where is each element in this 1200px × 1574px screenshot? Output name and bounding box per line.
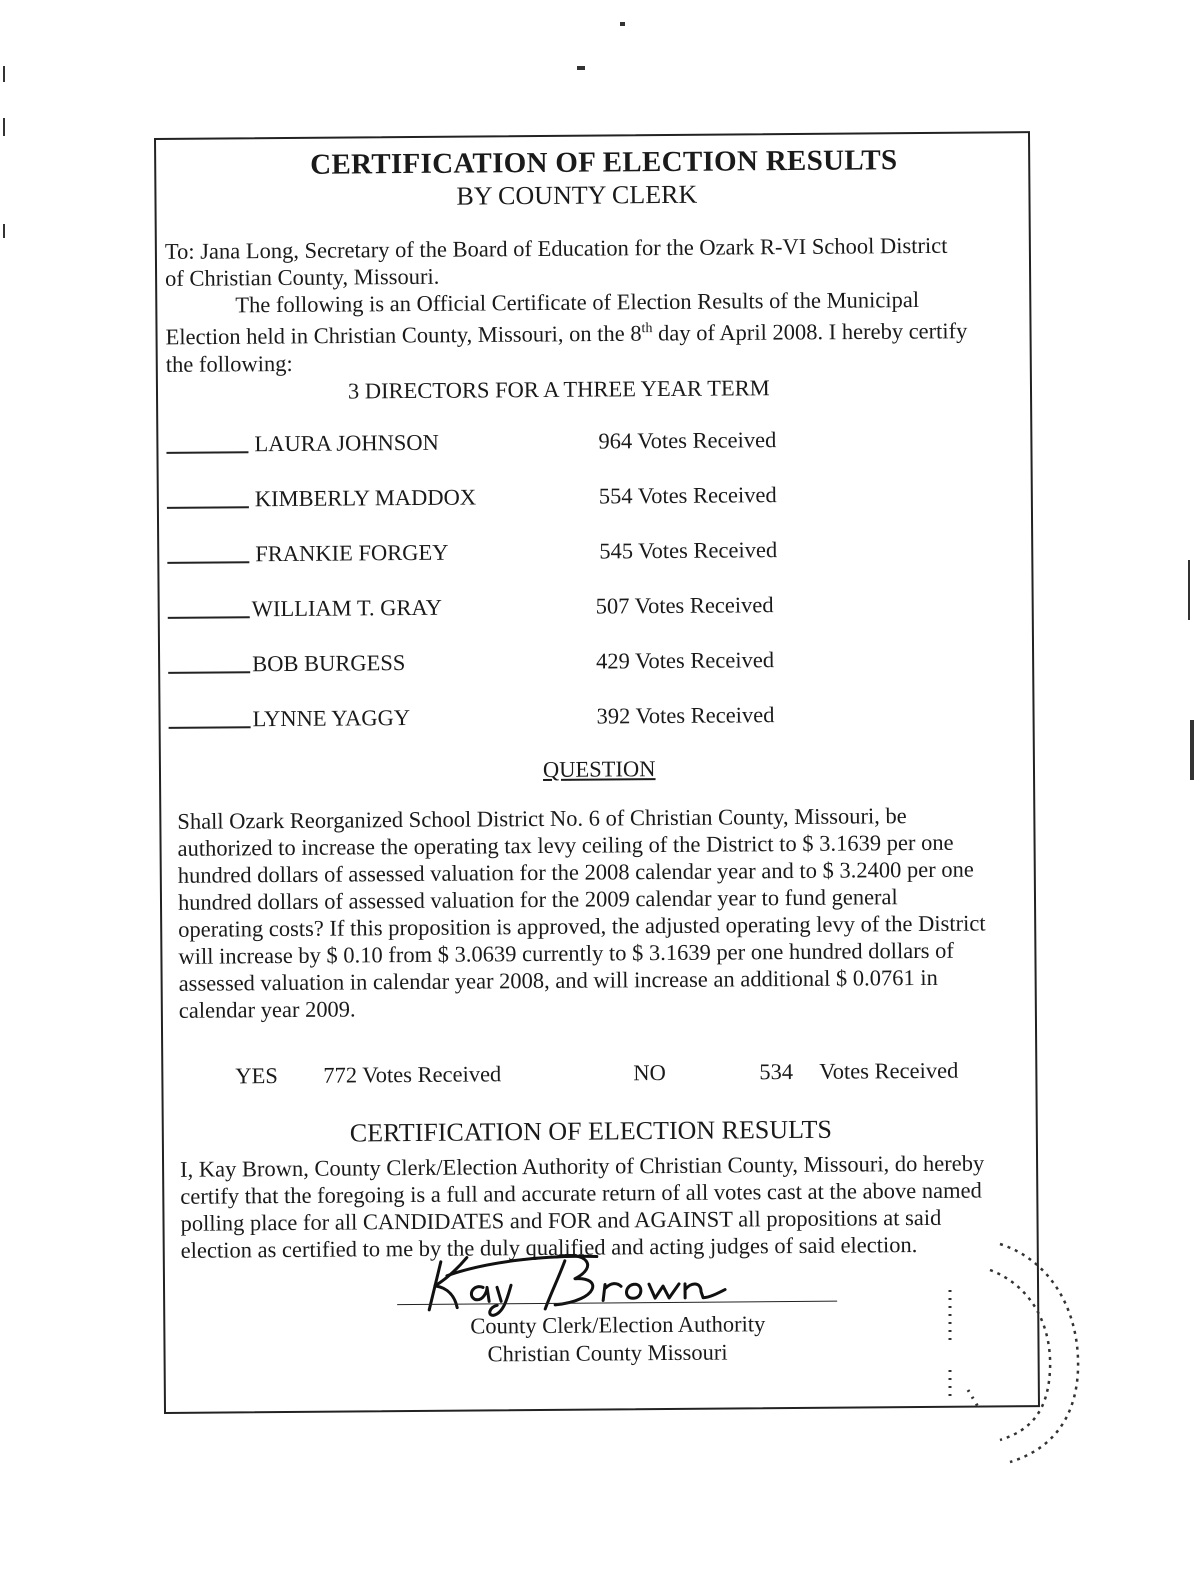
candidate-votes: 507 Votes Received <box>595 592 774 619</box>
candidate-mark-line <box>168 671 250 674</box>
scan-speck <box>3 118 5 136</box>
candidate-mark-line <box>168 616 250 619</box>
no-label: NO <box>633 1060 666 1086</box>
candidate-mark-line <box>169 726 251 729</box>
intro-line-date <box>165 313 967 351</box>
document-title: CERTIFICATION OF ELECTION RESULTS <box>310 144 898 181</box>
candidate-mark-line <box>167 506 249 509</box>
candidate-row <box>167 481 867 516</box>
signer-county: Christian County Missouri <box>487 1339 728 1367</box>
certificate-frame <box>154 131 1040 1414</box>
candidate-name: LAURA JOHNSON <box>254 429 439 457</box>
intro-date-text-after: day of April 2008. I hereby certify <box>652 318 968 346</box>
certification-line: I, Kay Brown, County Clerk/Election Authority of Christian County, Missouri, do hereby <box>180 1150 985 1182</box>
certification-line: polling place for all CANDIDATES and FOR and AGAINST all propositions at said <box>180 1204 942 1236</box>
candidate-name: BOB BURGESS <box>252 650 406 677</box>
question-line: hundred dollars of assessed valuation for the 2009 calendar year to fund general <box>177 884 898 915</box>
signer-title: County Clerk/Election Authority <box>470 1311 766 1339</box>
intro-paragraph <box>165 232 968 378</box>
candidate-mark-line <box>166 451 248 454</box>
intro-line: The following is an Official Certificate of Election Results of the Municipal <box>235 286 920 318</box>
intro-line: of Christian County, Missouri. <box>165 263 440 291</box>
candidate-name: KIMBERLY MADDOX <box>254 484 477 512</box>
candidate-row <box>166 426 866 461</box>
candidate-name: FRANKIE FORGEY <box>255 539 449 567</box>
handwritten-signature <box>427 1246 728 1318</box>
question-line: assessed valuation in calendar year 2008, and will increase an additional $ 0.0761 in <box>178 964 938 996</box>
candidate-votes: 554 Votes Received <box>598 482 777 509</box>
scan-speck <box>1188 560 1190 620</box>
yes-label: YES <box>235 1063 278 1089</box>
scan-speck <box>577 66 585 70</box>
candidate-name: LYNNE YAGGY <box>252 705 411 732</box>
scan-speck <box>620 22 625 26</box>
candidate-row <box>168 591 868 626</box>
candidate-name: WILLIAM T. GRAY <box>251 594 442 622</box>
candidate-votes: 429 Votes Received <box>596 647 775 674</box>
county-seal <box>940 1230 1090 1470</box>
question-line: hundred dollars of assessed valuation for the 2008 calendar year and to $ 3.2400 per one <box>177 856 974 888</box>
yes-votes: 772 Votes Received <box>323 1061 502 1088</box>
question-line: Shall Ozark Reorganized School District No. 6 of Christian County, Missouri, be <box>177 803 907 834</box>
question-line: authorized to increase the operating tax levy ceiling of the District to $ 3.1639 per one <box>177 829 954 861</box>
question-line: operating costs? If this proposition is approved, the adjusted operating levy of the District <box>178 910 986 942</box>
no-votes-label: Votes Received <box>819 1057 959 1084</box>
candidate-row <box>167 536 867 571</box>
question-text <box>177 801 986 1023</box>
question-heading: QUESTION <box>542 756 656 782</box>
candidate-votes: 964 Votes Received <box>598 427 777 454</box>
scan-speck <box>3 224 5 238</box>
intro-line: the following: <box>165 350 293 377</box>
candidate-votes: 545 Votes Received <box>599 537 778 564</box>
certification-line: certify that the foregoing is a full and accurate return of all votes cast at the above named <box>180 1177 982 1209</box>
candidate-row <box>168 646 868 681</box>
question-line: calendar year 2009. <box>178 996 356 1023</box>
candidate-votes: 392 Votes Received <box>596 702 775 729</box>
intro-line: To: Jana Long, Secretary of the Board of Education for the Ozark R-VI School District <box>164 232 948 264</box>
certification-line: election as certified to me by the duly qualified and acting judges of said election. <box>180 1232 918 1263</box>
race-title: 3 DIRECTORS FOR A THREE YEAR TERM <box>347 375 770 404</box>
scan-speck <box>3 66 5 82</box>
certification-heading: CERTIFICATION OF ELECTION RESULTS <box>349 1114 833 1148</box>
intro-date-suffix: th <box>641 321 653 337</box>
question-line: will increase by $ 0.10 from $ 3.0639 currently to $ 3.1639 per one hundred dollars of <box>178 937 954 969</box>
candidate-mark-line <box>167 561 249 564</box>
scan-speck <box>1190 720 1194 780</box>
intro-date-text: Election held in Christian County, Missouri, on the 8 <box>165 320 642 350</box>
document-subtitle: BY COUNTY CLERK <box>456 179 698 211</box>
no-count: 534 <box>759 1059 794 1085</box>
candidate-row <box>168 701 868 736</box>
